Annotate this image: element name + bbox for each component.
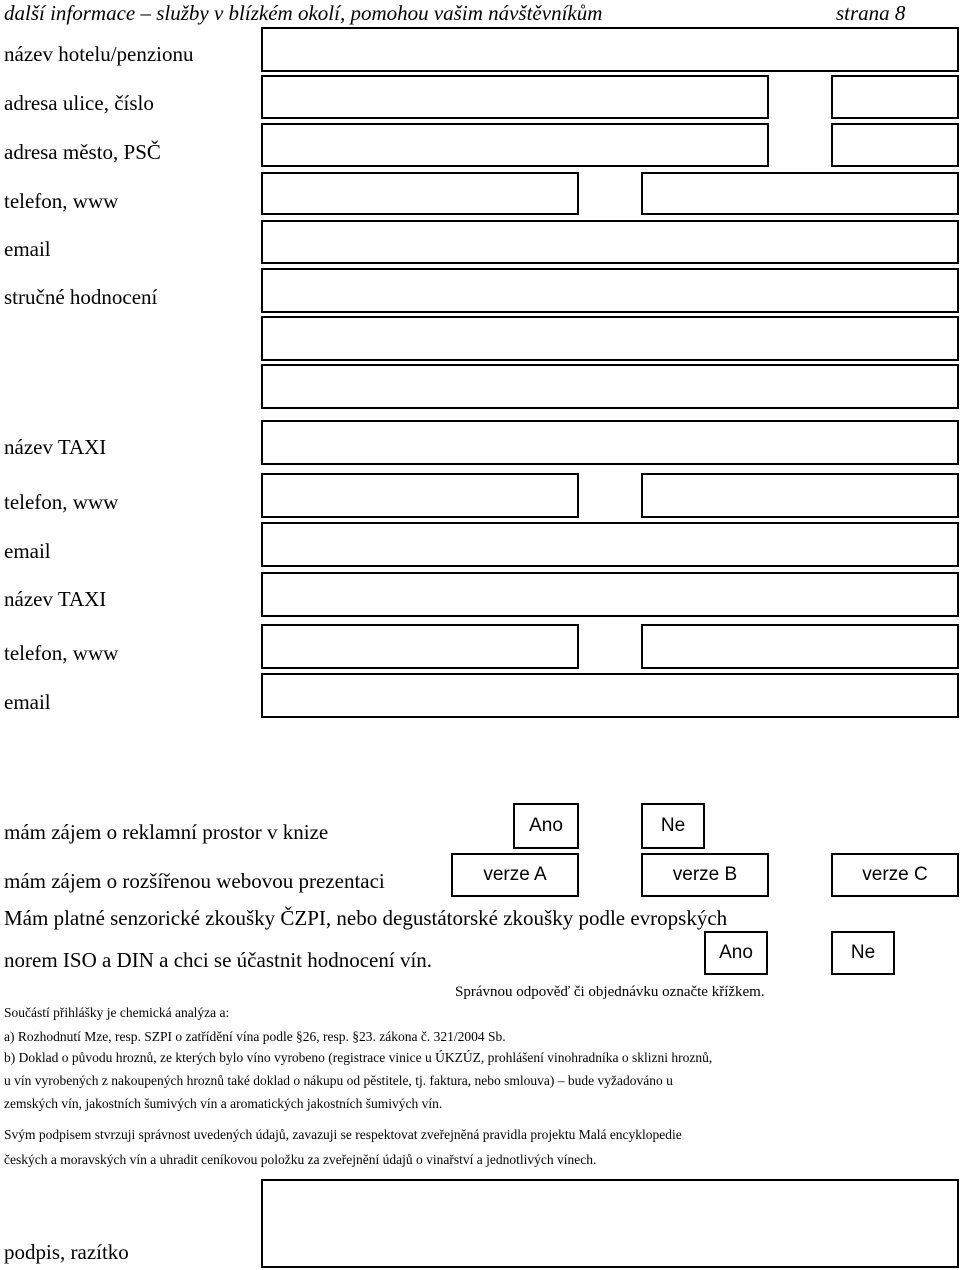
hotel-www-field[interactable]: [641, 172, 959, 215]
taxi2-www-field[interactable]: [641, 624, 959, 669]
hotel-city-label: adresa město, PSČ: [4, 140, 161, 164]
mark-instruction-note: Správnou odpověď či objednávku označte křížkem.: [455, 984, 765, 1000]
hotel-email-label: email: [4, 237, 51, 261]
hotel-city-field[interactable]: [261, 123, 769, 167]
analysis-item-b-line1: b) Doklad o původu hroznů, ze kterých bylo víno vyrobeno (registrace vinice u ÚKZÚZ, prohlášení vinohradníka o sklizni hroznů,: [4, 1050, 713, 1065]
ad-space-label: mám zájem o reklamní prostor v knize: [4, 820, 329, 844]
web-presentation-label: mám zájem o rozšířenou webovou prezentaci: [4, 869, 385, 893]
hotel-street-label: adresa ulice, číslo: [4, 91, 154, 115]
taxi1-name-field[interactable]: [261, 420, 959, 465]
web-version-a-checkbox[interactable]: verze A: [451, 853, 579, 897]
analysis-item-b-line2: u vín vyrobených z nakoupených hroznů také doklad o nákupu od pěstitele, tj. faktura, nebo smlouva) – bude vyžadováno u: [4, 1073, 673, 1088]
taxi1-phone-label: telefon, www: [4, 490, 119, 514]
taxi2-name-field[interactable]: [261, 572, 959, 617]
taxi2-phone-label: telefon, www: [4, 641, 119, 665]
taxi1-www-field[interactable]: [641, 473, 959, 518]
hotel-zip-field[interactable]: [831, 123, 959, 167]
signature-field[interactable]: [261, 1179, 959, 1268]
page-number: strana 8: [836, 1, 906, 25]
analysis-item-b-line3: zemských vín, jakostních šumivých vín a aromatických jakostních šumivých vín.: [4, 1096, 443, 1111]
web-version-b-checkbox[interactable]: verze B: [641, 853, 769, 897]
taxi1-email-field[interactable]: [261, 522, 959, 567]
hotel-phone-field[interactable]: [261, 172, 579, 215]
web-version-c-checkbox[interactable]: verze C: [831, 853, 959, 897]
exam-text-line1: Mám platné senzorické zkoušky ČZPI, nebo degustátorské zkoušky podle evropských: [4, 906, 728, 930]
declaration-line2: českých a moravských vín a uhradit ceníkovou položku za zveřejnění údajů o vinařství a jednotlivých vínech.: [4, 1152, 597, 1167]
form-section-title: další informace – služby v blízkém okolí, pomohou vašim návštěvníkům: [4, 1, 603, 25]
exam-text-line2: norem ISO a DIN a chci se účastnit hodnocení vín.: [4, 948, 433, 972]
signature-label: podpis, razítko: [4, 1240, 129, 1264]
taxi1-phone-field[interactable]: [261, 473, 579, 518]
hotel-street-field[interactable]: [261, 75, 769, 119]
taxi2-name-label: název TAXI: [4, 587, 107, 611]
hotel-rating-label: stručné hodnocení: [4, 285, 158, 309]
exam-yes-checkbox[interactable]: Ano: [704, 931, 768, 975]
taxi1-name-label: název TAXI: [4, 435, 107, 459]
ad-space-yes-checkbox[interactable]: Ano: [513, 803, 579, 849]
ad-space-no-checkbox[interactable]: Ne: [641, 803, 705, 849]
hotel-rating-field-3[interactable]: [261, 364, 959, 409]
hotel-rating-field-1[interactable]: [261, 268, 959, 313]
taxi2-email-label: email: [4, 690, 51, 714]
hotel-email-field[interactable]: [261, 220, 959, 264]
analysis-item-a: a) Rozhodnutí Mze, resp. SZPI o zatřídění vína podle §26, resp. §23. zákona č. 321/2004 Sb.: [4, 1029, 506, 1044]
hotel-name-field[interactable]: [261, 27, 959, 72]
hotel-street-number-field[interactable]: [831, 75, 959, 119]
taxi1-email-label: email: [4, 539, 51, 563]
exam-no-checkbox[interactable]: Ne: [831, 931, 895, 975]
analysis-intro: Součástí přihlášky je chemická analýza a:: [4, 1005, 230, 1020]
hotel-phone-label: telefon, www: [4, 189, 119, 213]
declaration-line1: Svým podpisem stvrzuji správnost uvedených údajů, zavazuji se respektovat zveřejněná pravidla projektu Malá encyklopedie: [4, 1127, 682, 1142]
taxi2-email-field[interactable]: [261, 673, 959, 718]
hotel-name-label: název hotelu/penzionu: [4, 42, 194, 66]
hotel-rating-field-2[interactable]: [261, 316, 959, 361]
taxi2-phone-field[interactable]: [261, 624, 579, 669]
